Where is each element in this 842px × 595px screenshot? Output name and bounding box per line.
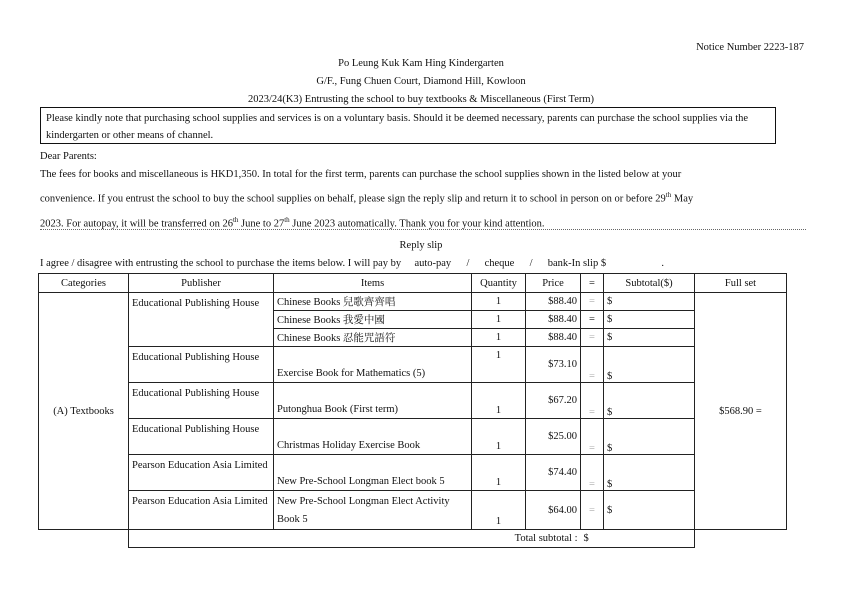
publisher-cell: Educational Publishing House [129,383,274,419]
item-cell: Exercise Book for Mathematics (5) [274,347,472,383]
table-row [39,347,787,365]
header-price: Price [526,274,581,293]
qty-cell: 1 [472,347,526,365]
price-cell: $74.40 [526,455,581,491]
qty-cell: 1 [472,491,526,530]
agree-text: I agree / disagree with entrusting the school to purchase the items below. I will pay by [40,258,402,269]
equals-cell: = [581,329,604,347]
divider-dotted [40,229,806,230]
body-text [40,165,800,234]
item-cell: Chinese Books 兒歌齊齊唱 [274,293,472,311]
total-label: Total subtotal : [129,530,581,548]
subtotal-cell[interactable]: $ [604,329,695,347]
item-cell: New Pre-School Longman Elect Activity Book 5 [274,491,472,530]
subtotal-cell[interactable]: $ [604,419,695,455]
equals-cell: = [581,383,604,419]
header-items: Items [274,274,472,293]
qty-cell: 1 [472,419,526,455]
header-categories: Categories [39,274,129,293]
option-autopay[interactable]: auto-pay [414,258,452,269]
subtotal-cell[interactable]: $ [604,491,695,530]
equals-cell: = [581,419,604,455]
item-cell: Christmas Holiday Exercise Book [274,419,472,455]
option-cheque[interactable]: cheque [484,258,515,269]
table-row [39,455,787,473]
subtotal-cell[interactable]: $ [604,383,695,419]
table-row [39,383,787,401]
publisher-cell: Educational Publishing House [129,347,274,383]
qty-cell: 1 [472,311,526,329]
header-subtotal: Subtotal($) [604,274,695,293]
body-line-1: The fees for books and miscellaneous is HKD1,350. In total for the first term, parents can purchase the school supplies shown in the listed below at your [40,169,682,180]
item-cell: Chinese Books 忍能咒語符 [274,329,472,347]
item-cell: Chinese Books 我愛中國 [274,311,472,329]
equals-cell: = [581,491,604,530]
notice-title: 2023/24(K3) Entrusting the school to buy textbooks & Miscellaneous (First Term) [247,94,595,105]
subtotal-cell[interactable]: $ [604,347,695,383]
body-line-2: convenience. If you entrust the school to buy the school supplies on behalf, please sign the reply slip and return it to school in person on or before 29th May [40,191,694,205]
body-line-3: 2023. For autopay, it will be transferred on 26th June to 27th June 2023 automatically. Thank you for your kind attention. [40,215,545,229]
equals-cell: = [581,455,604,491]
subtotal-cell[interactable]: $ [604,311,695,329]
equals-cell: = [581,311,604,329]
publisher-cell: Pearson Education Asia Limited [129,455,274,491]
table-row [39,491,787,511]
reply-slip-agree-line: I agree / disagree with entrusting the school to purchase the items below. I will pay by auto-pay / cheque / bank-In slip $ . [40,258,664,269]
category-cell: (A) Textbooks [39,293,129,530]
publisher-cell: Educational Publishing House [129,293,274,347]
qty-cell: 1 [472,293,526,311]
salutation: Dear Parents: [40,151,97,162]
header-equals: = [581,274,604,293]
total-value[interactable]: $ [581,530,695,548]
price-cell: $88.40 [526,329,581,347]
publisher-cell: Pearson Education Asia Limited [129,491,274,530]
price-cell: $73.10 [526,347,581,383]
header-publisher: Publisher [129,274,274,293]
subtotal-cell[interactable]: $ [604,455,695,491]
order-table [38,273,787,548]
school-name: Po Leung Kuk Kam Hing Kindergarten [338,58,504,69]
item-cell: Putonghua Book (First term) [274,383,472,419]
full-set-cell[interactable]: $568.90 = [695,293,787,530]
reply-slip-title: Reply slip [399,240,443,251]
price-cell: $25.00 [526,419,581,455]
header-full-set: Full set [695,274,787,293]
publisher-cell: Educational Publishing House [129,419,274,455]
voluntary-note: Please kindly note that purchasing school supplies and services is on a voluntary basis. Should it be deemed necessary, parents can purchase the school supplies via the kindergarten or other means of channel. [40,107,776,144]
table-row [39,293,787,311]
header-quantity: Quantity [472,274,526,293]
notice-number: Notice Number 2223-187 [696,42,804,53]
qty-cell: 1 [472,329,526,347]
table-row [39,419,787,437]
item-cell: New Pre-School Longman Elect book 5 [274,455,472,491]
equals-cell: = [581,347,604,383]
equals-cell: = [581,293,604,311]
table-header-row [39,274,787,293]
school-address: G/F., Fung Chuen Court, Diamond Hill, Kowloon [316,76,526,87]
price-cell: $67.20 [526,383,581,419]
option-bankin[interactable]: bank-In slip $ [547,258,607,269]
qty-cell: 1 [472,455,526,491]
price-cell: $64.00 [526,491,581,530]
price-cell: $88.40 [526,311,581,329]
total-row [39,530,787,548]
qty-cell: 1 [472,383,526,419]
subtotal-cell[interactable]: $ [604,293,695,311]
price-cell: $88.40 [526,293,581,311]
